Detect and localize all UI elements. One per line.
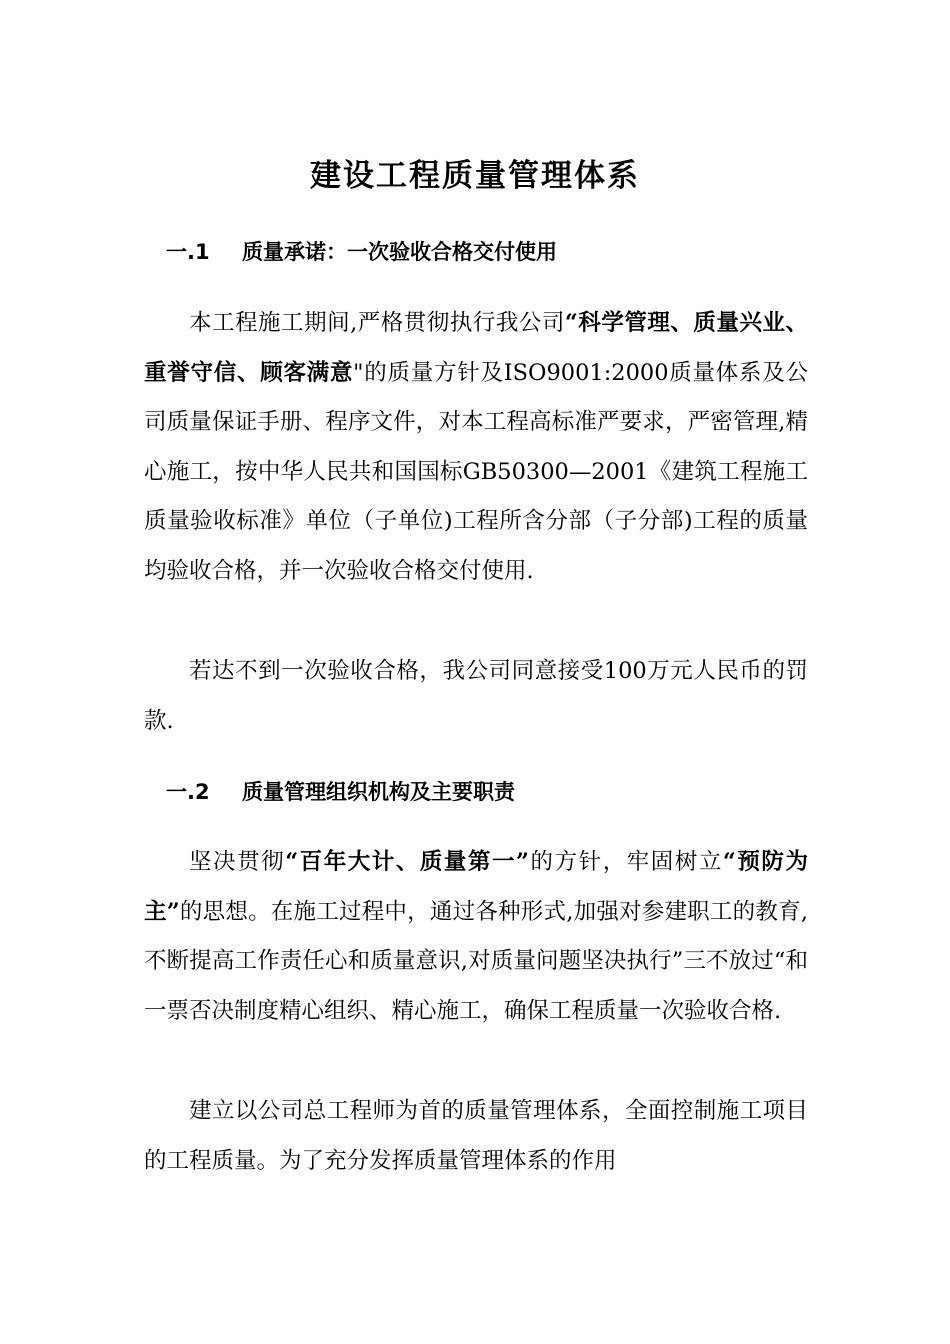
paragraph-text: 的方针，牢固树立 xyxy=(529,849,723,875)
section-number: 一.1 xyxy=(166,240,210,264)
paragraph-management-system: 建立以公司总工程师为首的质量管理体系，全面控制施工项目的工程质量。为了充分发挥质量管理体系的作用 xyxy=(144,1098,808,1174)
paragraph-text: "的质量方针及ISO9001:2000质量体系及公司质量保证手册、程序文件，对本工程高标准严要求，严密管理,精心施工，按中华人民共和国国标GB50300—2001《建筑工程施工质量验收标准》单位（子单位)工程所含分部（子分部)工程的质量均验收合格，并一次验收合格交付使用. xyxy=(144,359,808,584)
section-title: 质量管理组织机构及主要职责 xyxy=(242,780,515,804)
section-title: 质量承诺：一次验收合格交付使用 xyxy=(242,240,557,264)
paragraph-penalty: 若达不到一次验收合格，我公司同意接受100万元人民币的罚款. xyxy=(144,658,808,734)
motto-bold: “百年大计、质量第一” xyxy=(285,849,530,875)
quality-policy-bold: “科学管理、质量兴业、重誉守信、顾客满意 xyxy=(144,310,808,386)
section-heading-2 xyxy=(166,776,515,808)
paragraph-quality-commitment xyxy=(144,299,808,596)
paragraph-text: 本工程施工期间,严格贯彻执行我公司 xyxy=(189,310,565,336)
prevention-bold: “预防为主” xyxy=(144,849,808,925)
paragraph-text: 的思想。在施工过程中，通过各种形式,加强对参建职工的教育,不断提高工作责任心和质量意识,对质量问题坚决执行”三不放过“和一票否决制度精心组织、精心施工，确保工程质量一次验收合格. xyxy=(144,898,808,1024)
section-number: 一.2 xyxy=(166,780,210,804)
section-heading-1 xyxy=(166,236,557,268)
paragraph-policy xyxy=(144,838,808,1036)
document-title: 建设工程质量管理体系 xyxy=(310,158,640,194)
paragraph-text: 坚决贯彻 xyxy=(189,849,286,875)
